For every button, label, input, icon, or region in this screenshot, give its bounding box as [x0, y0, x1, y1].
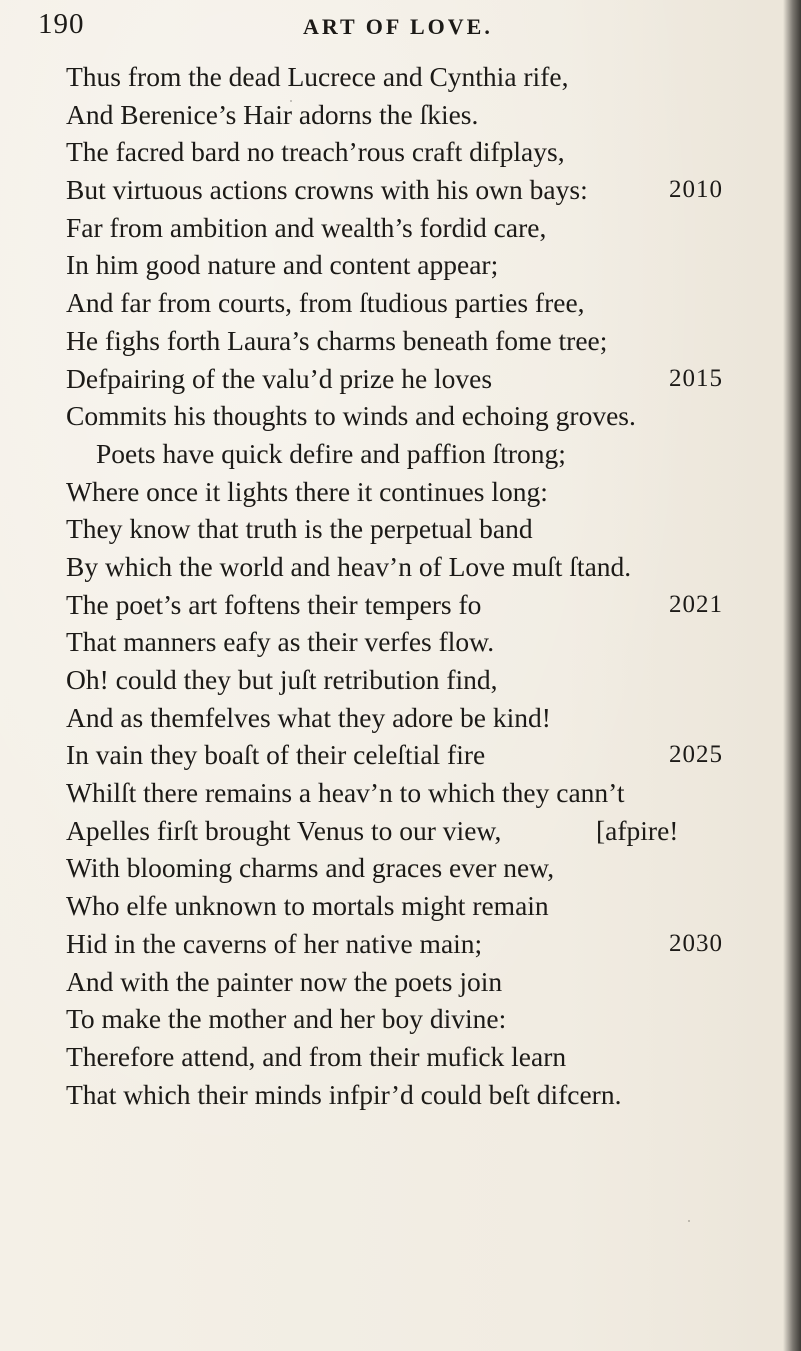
paper-fleck: [688, 1220, 690, 1222]
poem-line-text: In vain they boaſt of their celeſtial fire: [66, 739, 486, 771]
poem-line: [66, 736, 766, 774]
poem-line: [66, 586, 766, 624]
poem-line: [66, 360, 766, 398]
poem-line: [66, 925, 766, 963]
poem-line: [66, 1000, 766, 1038]
poem-line: [66, 58, 766, 96]
poem-line-text: They know that truth is the perpetual band: [66, 513, 533, 545]
poem-line: [66, 209, 766, 247]
poem-line-text: To make the mother and her boy divine:: [66, 1003, 507, 1035]
poem-line-text: Oh! could they but juſt retribution find,: [66, 664, 498, 695]
poem-line-text: That manners eafy as their verfes flow.: [66, 626, 495, 658]
line-number: 2010: [669, 176, 723, 204]
poem-line-text: In him good nature and content appear;: [66, 249, 499, 281]
poem-line-text: Commits his thoughts to winds and echoing groves.: [66, 400, 636, 432]
poem-line-text: Who elfe unknown to mortals might remain: [66, 890, 549, 922]
turnover-word: [afpire!: [596, 814, 679, 846]
poem-line: [66, 1038, 766, 1076]
poem-line-text: And far from courts, from ſtudious parties free,: [66, 287, 585, 319]
poem-line: [66, 133, 766, 171]
poem-line: [66, 284, 766, 322]
poem-line: [66, 246, 766, 284]
poem-line: [66, 96, 766, 134]
poem-line-text: Far from ambition and wealth’s fordid care,: [66, 211, 547, 243]
page-edge-shadow: [783, 0, 801, 1351]
poem-line-text: Whilſt there remains a heav’n to which they cann’t: [66, 777, 625, 809]
poem-line: [66, 171, 766, 209]
poem-line-text: Where once it lights there it continues long:: [66, 475, 548, 507]
poem-line: [66, 397, 766, 435]
poem-line-text: Hid in the caverns of her native main;: [66, 927, 483, 959]
poem-line: [66, 1076, 766, 1114]
poem-line-text: Thus from the dead Lucrece and Cynthia rife,: [66, 61, 569, 92]
poem-line: [66, 623, 766, 661]
running-head: ART OF LOVE.: [303, 14, 493, 39]
page-header: [38, 8, 738, 48]
poem-line-text: That which their minds infpir’d could beſt difcern.: [66, 1078, 622, 1110]
poem-line-text: Apelles firſt brought Venus to our view,: [66, 814, 502, 846]
poem-line-text: And Berenice’s Hair adorns the ſkies.: [66, 98, 479, 130]
line-number: 2025: [669, 741, 723, 769]
line-number: 2030: [669, 929, 723, 957]
poem-line: [66, 510, 766, 548]
poem-line: [66, 849, 766, 887]
poem-line-text: By which the world and heav’n of Love muſt ſtand.: [66, 550, 632, 582]
paper-fleck: [420, 610, 422, 612]
poem-line-text: The poet’s art foftens their tempers fo: [66, 588, 482, 620]
poem-line: [66, 812, 766, 850]
poem-line: [66, 887, 766, 925]
poem-line-text: Therefore attend, and from their mufick learn: [66, 1040, 567, 1072]
poem-line-text: But virtuous actions crowns with his own bays:: [66, 174, 588, 206]
poem-text: [66, 58, 766, 1113]
poem-line: [66, 661, 766, 699]
poem-line: [66, 322, 766, 360]
page-number: 190: [38, 8, 85, 40]
poem-line: [66, 548, 766, 586]
paper-fleck: [290, 100, 292, 102]
poem-line-text: Defpairing of the valu’d prize he loves: [66, 362, 493, 394]
poem-line: [66, 473, 766, 511]
poem-line: [66, 435, 766, 473]
poem-line-text: And with the painter now the poets join: [66, 965, 503, 997]
line-number: 2015: [669, 364, 723, 392]
poem-line-text: Poets have quick defire and paffion ſtrong;: [96, 437, 566, 469]
poem-line: [66, 699, 766, 737]
poem-line-text: With blooming charms and graces ever new,: [66, 852, 555, 884]
poem-line-text: He fighs forth Laura’s charms beneath fome tree;: [66, 324, 608, 356]
line-number: 2021: [669, 590, 723, 618]
poem-line: [66, 774, 766, 812]
poem-line-text: And as themfelves what they adore be kind!: [66, 701, 551, 733]
poem-line: [66, 963, 766, 1001]
poem-line-text: The facred bard no treach’rous craft difplays,: [66, 136, 565, 168]
